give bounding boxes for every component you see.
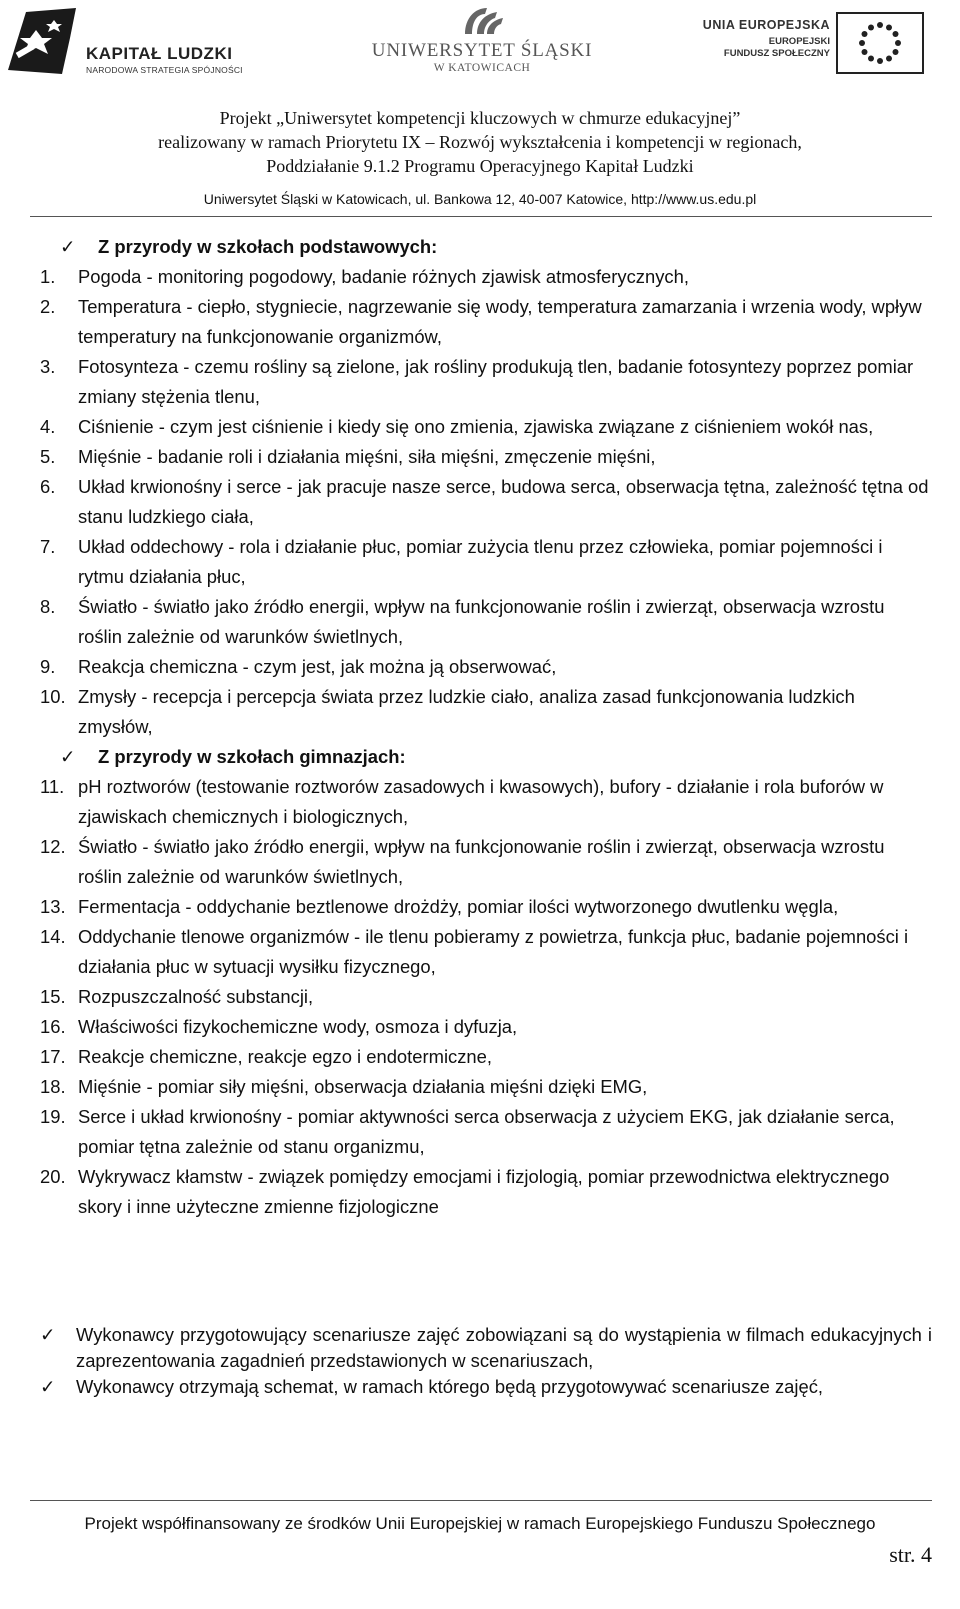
header-divider: [30, 216, 932, 217]
middle-topics-list: [40, 772, 932, 1222]
item-text: Zmysły - recepcja i percepcja świata przez ludzkie ciało, analiza zasad funkcjonowania ludzkich zmysłów,: [78, 686, 855, 737]
item-number: 6.: [40, 476, 56, 497]
heading-text: Z przyrody w szkołach podstawowych:: [98, 236, 438, 257]
item-number: 16.: [40, 1016, 66, 1037]
list-item: [40, 892, 932, 922]
page-number: str. 4: [889, 1542, 932, 1567]
list-item: [40, 412, 932, 442]
item-text: Ciśnienie - czym jest ciśnienie i kiedy się ono zmienia, zjawiska związane z ciśnieniem wokół nas,: [78, 416, 874, 437]
ue-line-2: EUROPEJSKI: [768, 36, 830, 47]
project-title: Projekt „Uniwersytet kompetencji kluczowych w chmurze edukacyjnej”: [219, 108, 741, 128]
item-text: Mięśnie - badanie roli i działania mięśni, siła mięśni, zmęczenie mięśni,: [78, 446, 656, 467]
list-item: [40, 682, 932, 742]
item-number: 17.: [40, 1046, 66, 1067]
item-number: 10.: [40, 686, 66, 707]
list-item: [40, 1162, 932, 1222]
project-info: [0, 106, 960, 178]
item-text: Serce i układ krwionośny - pomiar aktywności serca obserwacja z użyciem EKG, jak działanie serca, pomiar tętna zależnie od stanu organizmu,: [78, 1106, 895, 1157]
item-number: 2.: [40, 296, 56, 317]
list-item: [40, 442, 932, 472]
kapital-ludzki-name: KAPITAŁ LUDZKI: [86, 44, 233, 63]
item-text: Światło - światło jako źródło energii, wpływ na funkcjonowanie roślin i zwierząt, obserwacja wzrostu roślin zależnie od warunków świetlnych,: [78, 596, 885, 647]
primary-schools-heading: [40, 232, 932, 262]
note-item: [40, 1322, 932, 1374]
item-number: 12.: [40, 836, 66, 857]
item-text: Reakcje chemiczne, reakcje egzo i endotermiczne,: [78, 1046, 492, 1067]
list-item: [40, 652, 932, 682]
university-name: UNIWERSYTET ŚLĄSKI: [371, 40, 593, 61]
university-address: Uniwersytet Śląski w Katowicach, ul. Bankowa 12, 40-007 Katowice, http://www.us.edu.pl: [203, 191, 757, 207]
item-text: Właściwości fizykochemiczne wody, osmoza i dyfuzja,: [78, 1016, 518, 1037]
note-text: Wykonawcy otrzymają schemat, w ramach którego będą przygotowywać scenariusze zajęć,: [76, 1376, 824, 1397]
list-item: [40, 352, 932, 412]
project-priority: realizowany w ramach Priorytetu IX – Rozwój wykształcenia i kompetencji w regionach,: [158, 132, 802, 152]
list-item: [40, 832, 932, 892]
item-number: 7.: [40, 536, 56, 557]
list-item: [40, 1102, 932, 1162]
item-number: 19.: [40, 1106, 66, 1127]
item-number: 15.: [40, 986, 66, 1007]
project-subaction: Poddziałanie 9.1.2 Programu Operacyjnego Kapitał Ludzki: [266, 156, 694, 176]
middle-schools-heading: [40, 742, 932, 772]
ue-line-1: UNIA EUROPEJSKA: [702, 18, 830, 32]
item-number: 18.: [40, 1076, 66, 1097]
item-text: Układ krwionośny i serce - jak pracuje nasze serce, budowa serca, obserwacja tętna, zależność tętna od stanu ludzkiego ciała,: [78, 476, 929, 527]
note-item: [40, 1374, 932, 1400]
footer-text: Projekt współfinansowany ze środków Unii Europejskiej w ramach Europejskiego Funduszu Społecznego: [84, 1514, 876, 1533]
item-number: 20.: [40, 1166, 66, 1187]
item-text: Pogoda - monitoring pogodowy, badanie różnych zjawisk atmosferycznych,: [78, 266, 689, 287]
list-item: [40, 982, 932, 1012]
kapital-ludzki-subtitle: NARODOWA STRATEGIA SPÓJNOŚCI: [86, 65, 243, 75]
university-emblem-icon: [457, 4, 507, 38]
kapital-ludzki-logo: [6, 8, 286, 78]
ue-line-3: FUNDUSZ SPOŁECZNY: [723, 48, 830, 59]
list-item: [40, 772, 932, 832]
eu-flag-icon: [836, 12, 924, 74]
list-item: [40, 1072, 932, 1102]
note-text: Wykonawcy przygotowujący scenariusze zajęć zobowiązani są do wystąpienia w filmach edukacyjnych i zaprezentowania zagadnień przedstawionych w scenariuszach,: [76, 1324, 932, 1371]
checkmark-icon: ✓: [60, 746, 76, 767]
item-number: 4.: [40, 416, 56, 437]
list-item: [40, 292, 932, 352]
item-text: Układ oddechowy - rola i działanie płuc, pomiar zużycia tlenu przez człowieka, pomiar pojemności i rytmu działania płuc,: [78, 536, 883, 587]
item-text: Światło - światło jako źródło energii, wpływ na funkcjonowanie roślin i zwierząt, obserwacja wzrostu roślin zależnie od warunków świetlnych,: [78, 836, 885, 887]
item-number: 14.: [40, 926, 66, 947]
heading-text: Z przyrody w szkołach gimnazjach:: [98, 746, 406, 767]
list-item: [40, 592, 932, 652]
topics-content: [40, 232, 932, 1222]
item-text: Fotosynteza - czemu rośliny są zielone, jak rośliny produkują tlen, badanie fotosyntezy poprzez pomiar zmiany stężenia tlenu,: [78, 356, 914, 407]
uniwersytet-slaski-logo: [362, 4, 602, 84]
item-text: Rozpuszczalność substancji,: [78, 986, 314, 1007]
item-text: pH roztworów (testowanie roztworów zasadowych i kwasowych), bufory - działanie i rola buforów w zjawiskach chemicznych i biologicznych,: [78, 776, 884, 827]
item-text: Reakcja chemiczna - czym jest, jak można ją obserwować,: [78, 656, 557, 677]
list-item: [40, 532, 932, 592]
contractor-notes: [40, 1322, 932, 1400]
primary-topics-list: [40, 262, 932, 742]
checkmark-icon: ✓: [40, 1376, 56, 1397]
item-text: Temperatura - ciepło, stygniecie, nagrzewanie się wody, temperatura zamarzania i wrzenia wody, wpływ temperatury na funkcjonowanie organizmów,: [78, 296, 922, 347]
header-logos: [0, 0, 960, 88]
item-text: Fermentacja - oddychanie beztlenowe drożdży, pomiar ilości wytworzonego dwutlenku węgla,: [78, 896, 839, 917]
item-number: 1.: [40, 266, 56, 287]
item-text: Mięśnie - pomiar siły mięśni, obserwacja działania mięśni dzięki EMG,: [78, 1076, 648, 1097]
list-item: [40, 1012, 932, 1042]
checkmark-icon: ✓: [60, 236, 76, 257]
item-number: 3.: [40, 356, 56, 377]
item-text: Wykrywacz kłamstw - związek pomiędzy emocjami i fizjologią, pomiar przewodnictwa elektrycznego skory i inne użyteczne zmienne fizjologiczne: [78, 1166, 890, 1217]
list-item: [40, 922, 932, 982]
item-text: Oddychanie tlenowe organizmów - ile tlenu pobieramy z powietrza, funkcja płuc, badanie pojemności i działania płuc w sytuacji wysiłku fizycznego,: [78, 926, 909, 977]
university-city: W KATOWICACH: [433, 62, 531, 74]
checkmark-icon: ✓: [40, 1324, 56, 1345]
item-number: 13.: [40, 896, 66, 917]
list-item: [40, 1042, 932, 1072]
item-number: 11.: [40, 776, 65, 797]
list-item: [40, 262, 932, 292]
ue-text-block: [690, 18, 830, 59]
item-number: 9.: [40, 656, 56, 677]
item-number: 5.: [40, 446, 56, 467]
footer-divider: [30, 1500, 932, 1501]
kapital-ludzki-emblem-icon: [6, 8, 78, 78]
list-item: [40, 472, 932, 532]
item-number: 8.: [40, 596, 56, 617]
unia-europejska-logo: [690, 12, 930, 76]
